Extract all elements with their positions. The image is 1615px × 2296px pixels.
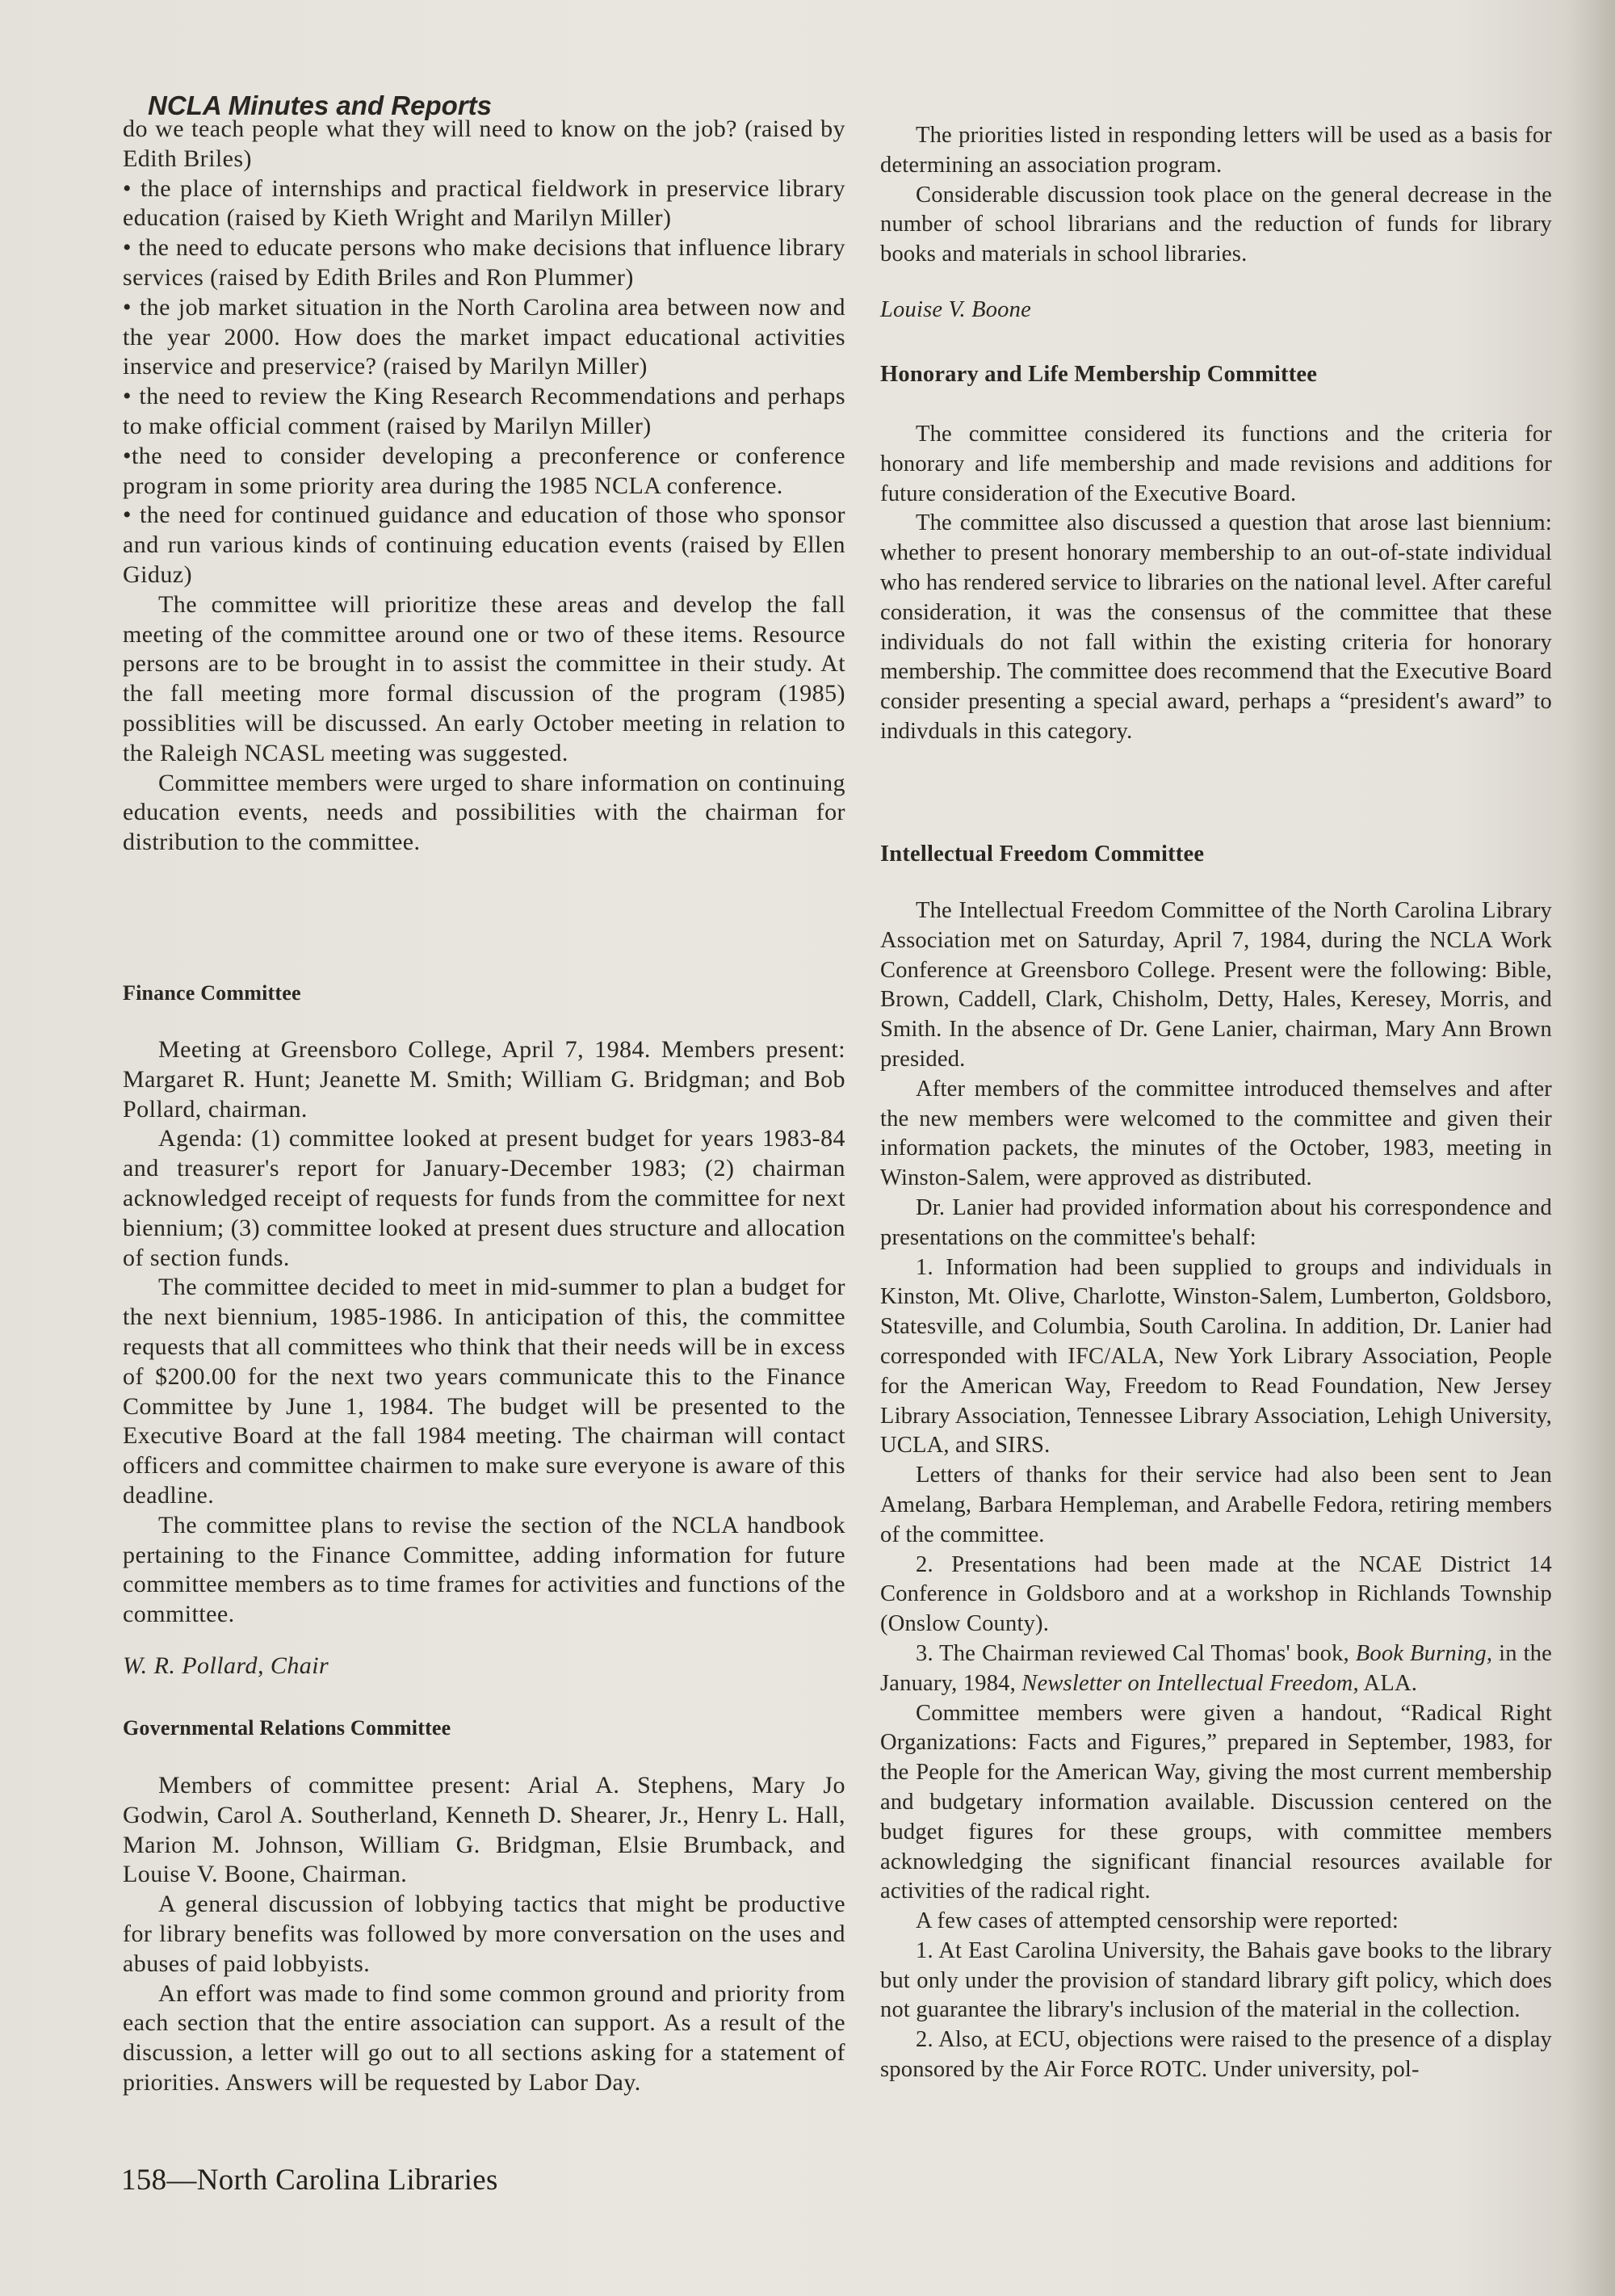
left-intro-section [123, 115, 845, 858]
intellectual-freedom-heading: Intellectual Freedom Committee [880, 842, 1205, 867]
finance-heading: Finance Committee [123, 981, 301, 1005]
paragraph: Members of committee present: Arial A. Stephens, Mary Jo Godwin, Carol A. Southerland, Kenneth D. Shearer, Jr., Henry L. Hall, Marion M. Johnson, William G. Bridgman, Elsie Brumback, and Louise V. Boone, Chairman. [123, 1772, 845, 1888]
running-header: NCLA Minutes and Reports [148, 90, 492, 120]
text: in the January, 1984, [880, 1640, 1553, 1696]
paragraph: The committee considered its functions and the criteria for honorary and life membership and made revisions and additions for future consideration of the Executive Board. [880, 422, 1552, 506]
paragraph: The committee plans to revise the section of the NCLA handbook pertaining to the Finance Committee, adding information for future committee members as to time frames for activities and functions of the committee. [123, 1511, 845, 1628]
bullet-item: •the need to consider developing a preconference or conference program in some priority area during the 1985 NCLA conference. [123, 442, 845, 499]
paragraph: do we teach people what they will need to know on the job? (raised by Edith Briles) [123, 115, 845, 172]
governmental-continued [880, 121, 1552, 270]
finance-signature: W. R. Pollard, Chair [123, 1652, 329, 1679]
paragraph: A general discussion of lobbying tactics that might be productive for library benefits was followed by more conversation on the uses and abuses of paid lobbyists. [123, 1891, 845, 1977]
paragraph: Committee members were given a handout, “Radical Right Organizations: Facts and Figures,” prepared in September, 1983, for the People for the American Way, giving the most current membership and budgetary information available. Discussion centered on the budget figures for these groups, with committee members acknowledging the significant financial resources available for activities of the radical right. [880, 1700, 1552, 1904]
page-footer: 158—North Carolina Libraries [121, 2164, 498, 2197]
publication-title: Newsletter on Intellectual Freedom, [1021, 1670, 1359, 1696]
bullet-item: • the job market situation in the North Carolina area between now and the year 2000. How does the market impact educational activities inservice and preservice? (raised by Marilyn Miller) [123, 293, 845, 380]
paragraph: After members of the committee introduced themselves and after the new members were welcomed to the committee and given their information packets, the minutes of the October, 1983, meeting in Winston-Salem, were approved as distributed. [880, 1076, 1552, 1191]
paragraph: A few cases of attempted censorship were reported: [916, 1908, 1399, 1934]
paragraph: The Intellectual Freedom Committee of the North Carolina Library Association met on Saturday, April 7, 1984, during the NCLA Work Conference at Greensboro College. Present were the following: Bible, Brown, Caddell, Clark, Chisholm, Detty, Hales, Keresey, Morris, and Smith. In the absence of Dr. Gene Lanier, chairman, Mary Ann Brown presided. [880, 898, 1552, 1072]
honorary-heading: Honorary and Life Membership Committee [880, 362, 1318, 387]
book-title: Book Burning, [1355, 1640, 1493, 1666]
finance-section [123, 1035, 845, 1630]
paragraph: The priorities listed in responding letters will be used as a basis for determining an association program. [880, 123, 1552, 178]
text: 3. The Chairman reviewed Cal Thomas' book, [916, 1640, 1356, 1666]
paragraph: Meeting at Greensboro College, April 7, 1984. Members present: Margaret R. Hunt; Jeanette M. Smith; William G. Bridgman; and Bob Pollard, chairman. [123, 1036, 845, 1123]
paragraph: 1. Information had been supplied to groups and individuals in Kinston, Mt. Olive, Charlotte, Winston-Salem, Lumberton, Goldsboro, Statesville, and Columbia, South Carolina. In addition, Dr. Lanier had corresponded with IFC/ALA, New York Library Association, People for the American Way, Freedom to Read Foundation, New Jersey Library Association, Tennessee Library Association, Lehigh University, UCLA, and SIRS. [880, 1254, 1552, 1459]
paragraph: The committee will prioritize these areas and develop the fall meeting of the committee around one or two of these items. Resource persons are to be brought in to assist the committee in their study. At the fall meeting more formal discussion of the program (1985) possiblities will be discussed. An early October meeting in relation to the Raleigh NCASL meeting was suggested. [123, 590, 845, 766]
paragraph: An effort was made to find some common ground and priority from each section that the entire association can support. As a result of the discussion, a letter will go out to all sections asking for a statement of priorities. Answers will be requested by Labor Day. [123, 1979, 845, 2096]
paragraph: Agenda: (1) committee looked at present budget for years 1983-84 and treasurer's report for January-December 1983; (2) chairman acknowledged receipt of requests for funds from the committee for next biennium; (3) committee looked at present dues structure and allocation of section funds. [123, 1125, 845, 1271]
governmental-section [123, 1771, 845, 2098]
paragraph: The committee also discussed a question that arose last biennium: whether to present honorary membership to an out-of-state individual who has rendered service to libraries on the national level. After careful consideration, it was the consensus of the committee that these individuals do not fall within the existing criteria for honorary membership. The committee does recommend that the Executive Board consider presenting a special award, perhaps a “president's award” to indivduals in this category. [880, 510, 1552, 744]
paragraph: 1. At East Carolina University, the Bahais gave books to the library but only under the provision of standard library gift policy, which does not guarantee the library's inclusion of the material in the collection. [880, 1937, 1552, 2023]
paragraph: Committee members were urged to share information on continuing education events, needs and possibilities with the chairman for distribution to the committee. [123, 769, 845, 856]
paragraph: Considerable discussion took place on the general decrease in the number of school librarians and the reduction of funds for library books and materials in school libraries. [880, 182, 1552, 267]
bullet-item: • the place of internships and practical fieldwork in preservice library education (raised by Kieth Wright and Marilyn Miller) [123, 174, 845, 232]
bullet-item: • the need for continued guidance and education of those who sponsor and run various kinds of continuing education events (raised by Ellen Giduz) [123, 502, 845, 588]
paragraph: Dr. Lanier had provided information about his correspondence and presentations on the committee's behalf: [880, 1194, 1552, 1250]
bullet-item: • the need to educate persons who make decisions that influence library services (raised by Edith Briles and Ron Plummer) [123, 234, 845, 291]
governmental-heading: Governmental Relations Committee [123, 1716, 451, 1740]
paragraph: The committee decided to meet in mid-summer to plan a budget for the next biennium, 1985-1986. In anticipation of this, the committee requests that all committees who think that their needs will be in excess of $200.00 for the next two years communicate this to the Finance Committee by June 1, 1984. The budget will be presented to the Executive Board at the fall 1984 meeting. The chairman will contact officers and committee chairmen to make sure everyone is aware of this deadline. [123, 1274, 845, 1509]
honorary-section [880, 420, 1552, 747]
governmental-signature: Louise V. Boone [880, 297, 1031, 322]
paragraph: Letters of thanks for their service had also been sent to Jean Amelang, Barbara Hempleman, and Arabelle Fedora, retiring members of the committee. [880, 1463, 1552, 1547]
text: ALA. [1358, 1670, 1418, 1696]
bullet-item: • the need to review the King Research Recommendations and perhaps to make official comment (raised by Marilyn Miller) [123, 383, 845, 439]
paragraph: 2. Also, at ECU, objections were raised to the presence of a display sponsored by the Air Force ROTC. Under university, pol- [880, 2027, 1552, 2083]
paragraph: 2. Presentations had been made at the NCAE District 14 Conference in Goldsboro and at a workshop in Richlands Township (Onslow County). [880, 1551, 1552, 1637]
intellectual-freedom-section [880, 896, 1552, 2085]
paragraph-book-review [880, 1639, 1552, 1699]
